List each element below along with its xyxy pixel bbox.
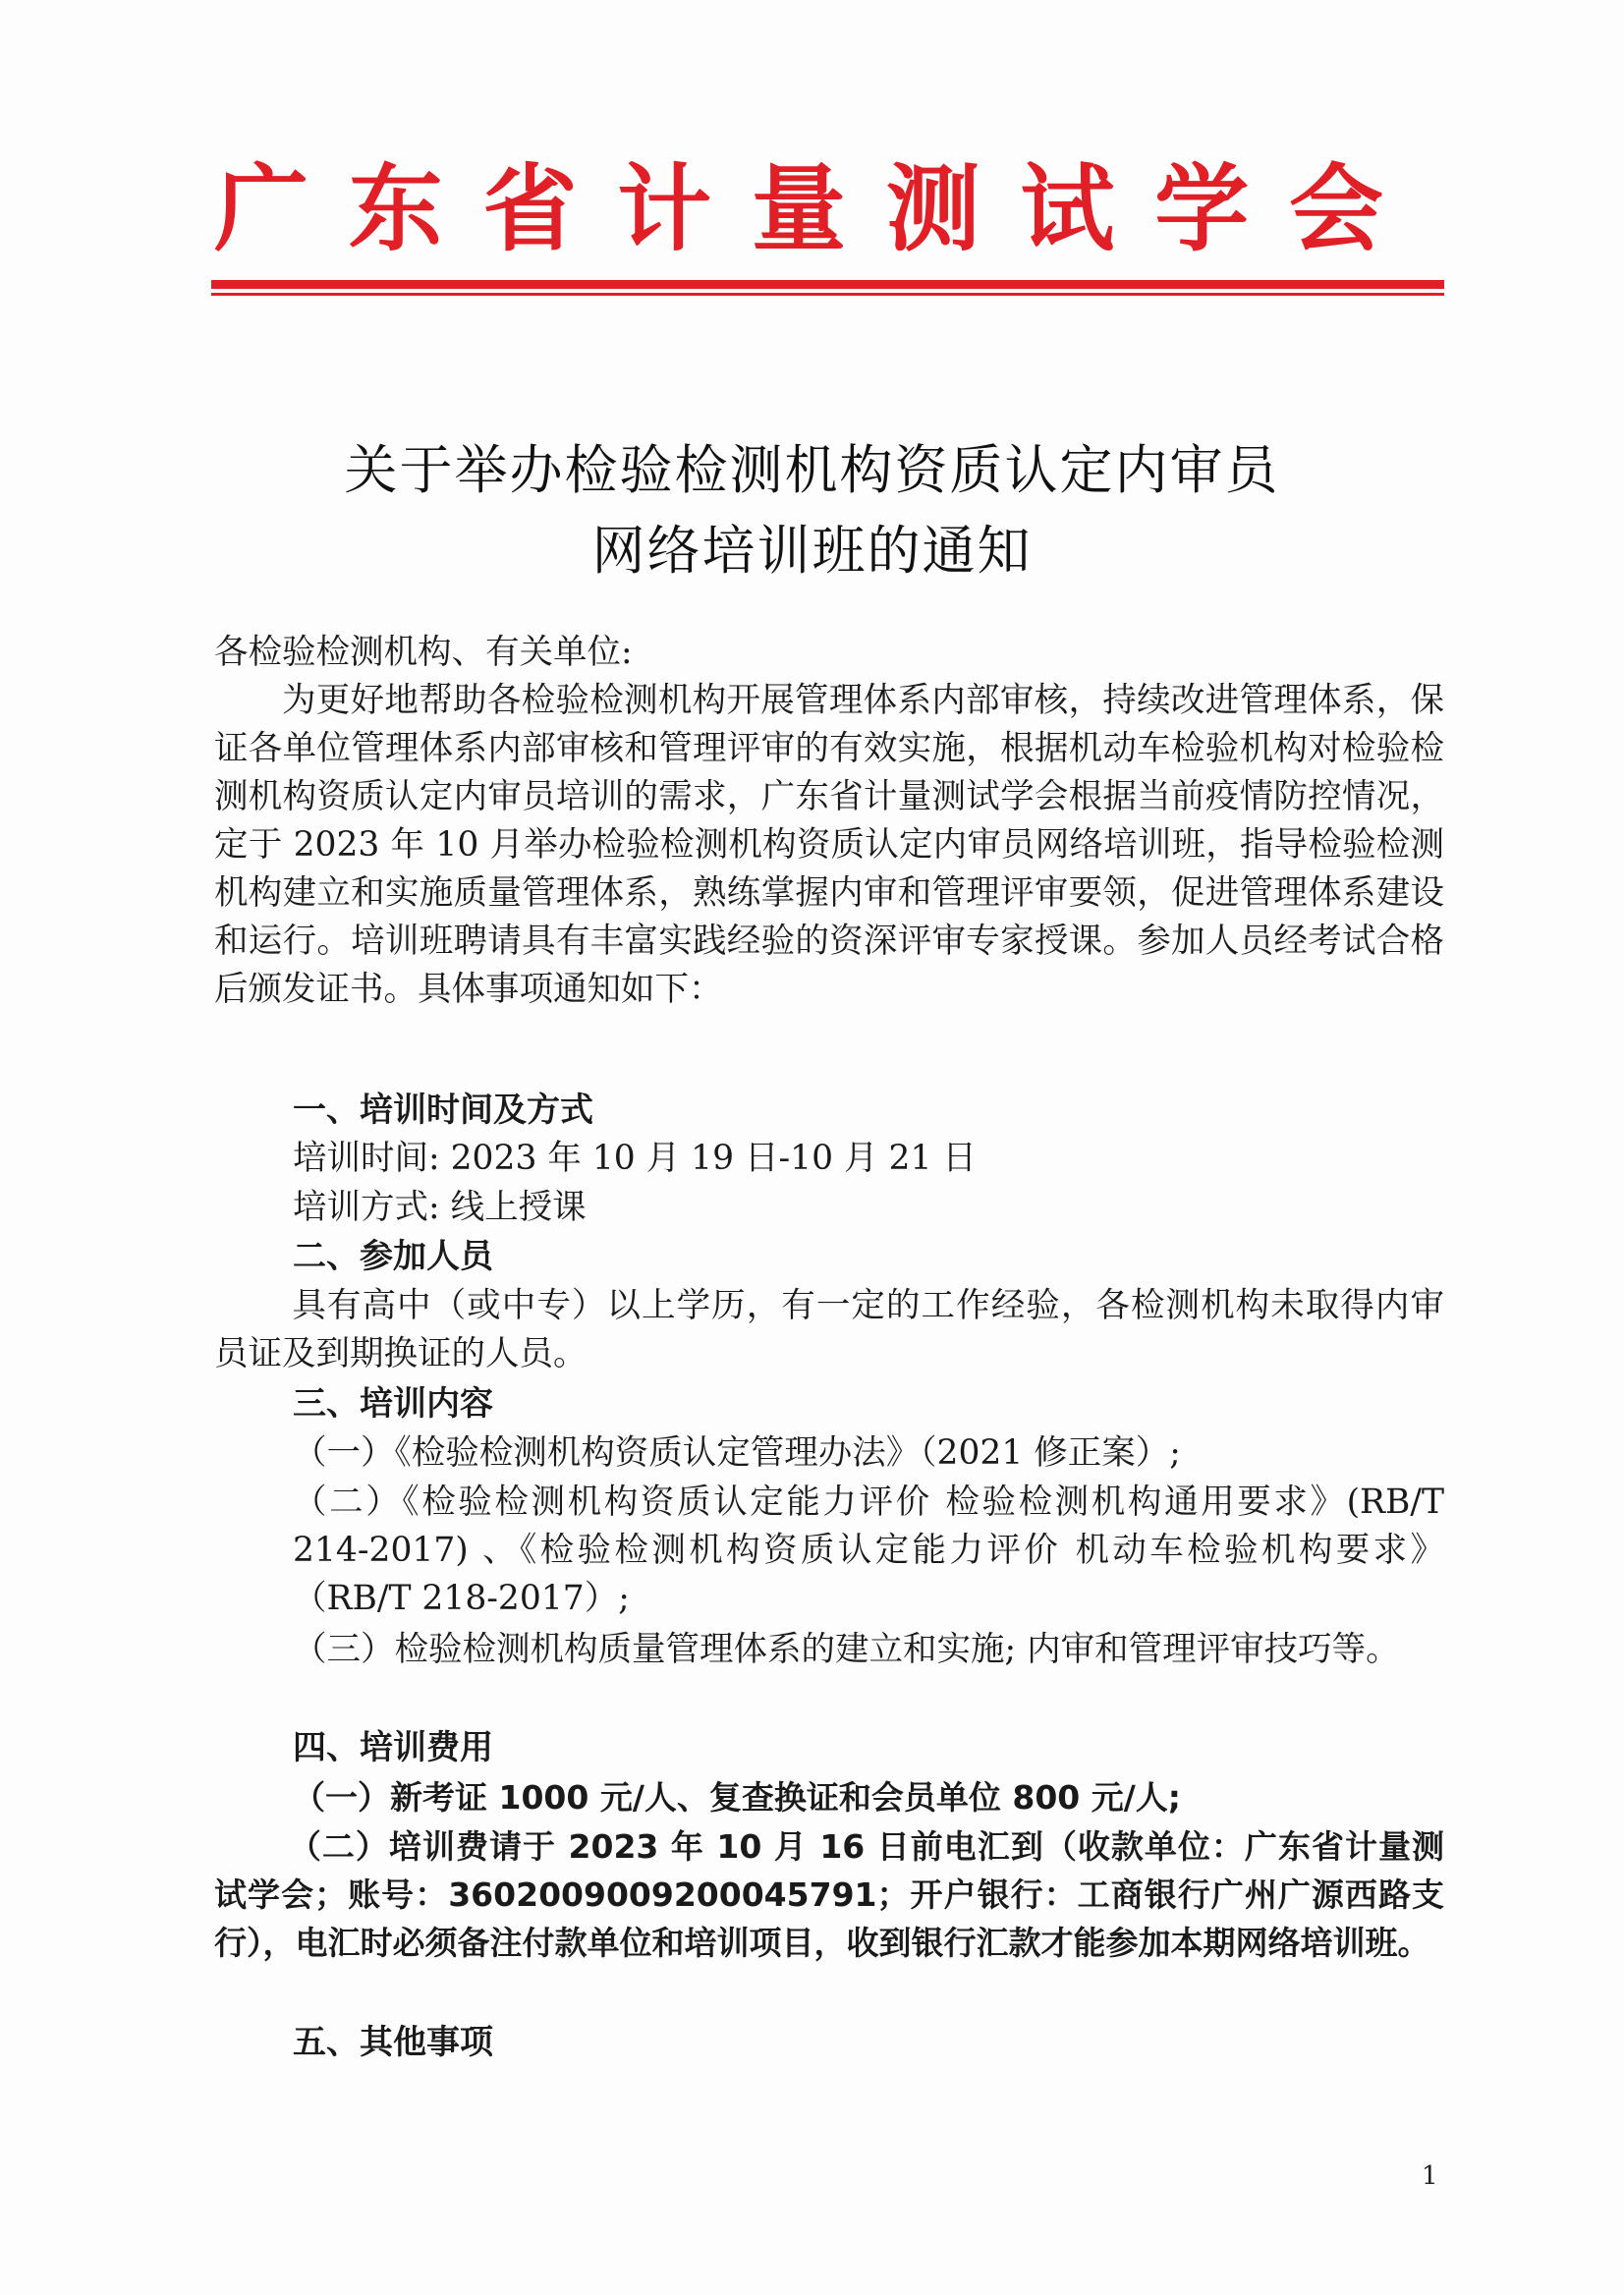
- letterhead-divider-thick: [211, 280, 1444, 289]
- page-number: 1: [1422, 2161, 1438, 2191]
- section-heading-fees: 四、培训费用: [293, 1728, 493, 1767]
- letterhead-char: 试: [1020, 153, 1115, 264]
- content-item-3: （三）检验检测机构质量管理体系的建立和实施; 内审和管理评审技巧等。: [293, 1630, 1400, 1669]
- section-heading-training-time: 一、培训时间及方式: [293, 1091, 593, 1130]
- letterhead-char: 省: [482, 153, 578, 264]
- section-heading-content: 三、培训内容: [293, 1384, 493, 1424]
- document-title-line2: 网络培训班的通知: [591, 520, 1033, 582]
- participants-text: 具有高中（或中专）以上学历，有一定的工作经验，各检测机构未取得内审员证及到期换证的人员。: [214, 1286, 1444, 1373]
- section-heading-participants: 二、参加人员: [293, 1237, 493, 1276]
- fee-item-2: （二）培训费请于 2023 年 10 月 16 日前电汇到（收款单位：广东省计量测试学会；账号：3602009009200045791；开户银行：工商银行广州广源西路支行），电汇时必须备注付款单位和培训项目，收到银行汇款才能参加本期网络培训班。: [214, 1827, 1444, 1962]
- letterhead-char: 会: [1289, 153, 1383, 264]
- content-item-1: （一）《检验检测机构资质认定管理办法》（2021 修正案）;: [293, 1433, 1181, 1473]
- letterhead-char: 量: [752, 153, 846, 264]
- letterhead-org-name: [214, 155, 1383, 263]
- letterhead-char: 广: [214, 153, 308, 264]
- section-heading-other: 五、其他事项: [293, 2023, 493, 2062]
- letterhead-char: 学: [1154, 153, 1250, 264]
- salutation: 各检验检测机构、有关单位:: [214, 633, 633, 672]
- training-time: 培训时间: 2023 年 10 月 19 日-10 月 21 日: [293, 1139, 977, 1178]
- intro-paragraph: 为更好地帮助各检验检测机构开展管理体系内部审核，持续改进管理体系，保证各单位管理体系内部审核和管理评审的有效实施，根据机动车检验机构对检验检测机构资质认定内审员培训的需求，广东省计量测试学会根据当前疫情防控情况，定于 2023 年 10 月举办检验检测机构资质认定内审员网络培训班，指导检验检测机构建立和实施质量管理体系，熟练掌握内审和管理评审要领，促进管理体系建设和运行。培训班聘请具有丰富实践经验的资深评审专家授课。参加人员经考试合格后颁发证书。具体事项通知如下：: [214, 681, 1444, 1009]
- content-item-2: （二）《检验检测机构资质认定能力评价 检验检测机构通用要求》(RB/T 214-2017) 、《检验检测机构资质认定能力评价 机动车检验机构要求》（RB/T 218-2017）;: [293, 1483, 1444, 1618]
- letterhead-char: 计: [617, 153, 712, 264]
- training-mode: 培训方式: 线上授课: [293, 1188, 587, 1227]
- letterhead-char: 东: [348, 153, 443, 264]
- fee-item-1: （一）新考证 1000 元/人、复查换证和会员单位 800 元/人;: [293, 1778, 1181, 1817]
- document-title-line1: 关于举办检验检测机构资质认定内审员: [344, 439, 1280, 501]
- letterhead-divider-thin: [211, 293, 1444, 296]
- letterhead-char: 测: [885, 153, 980, 264]
